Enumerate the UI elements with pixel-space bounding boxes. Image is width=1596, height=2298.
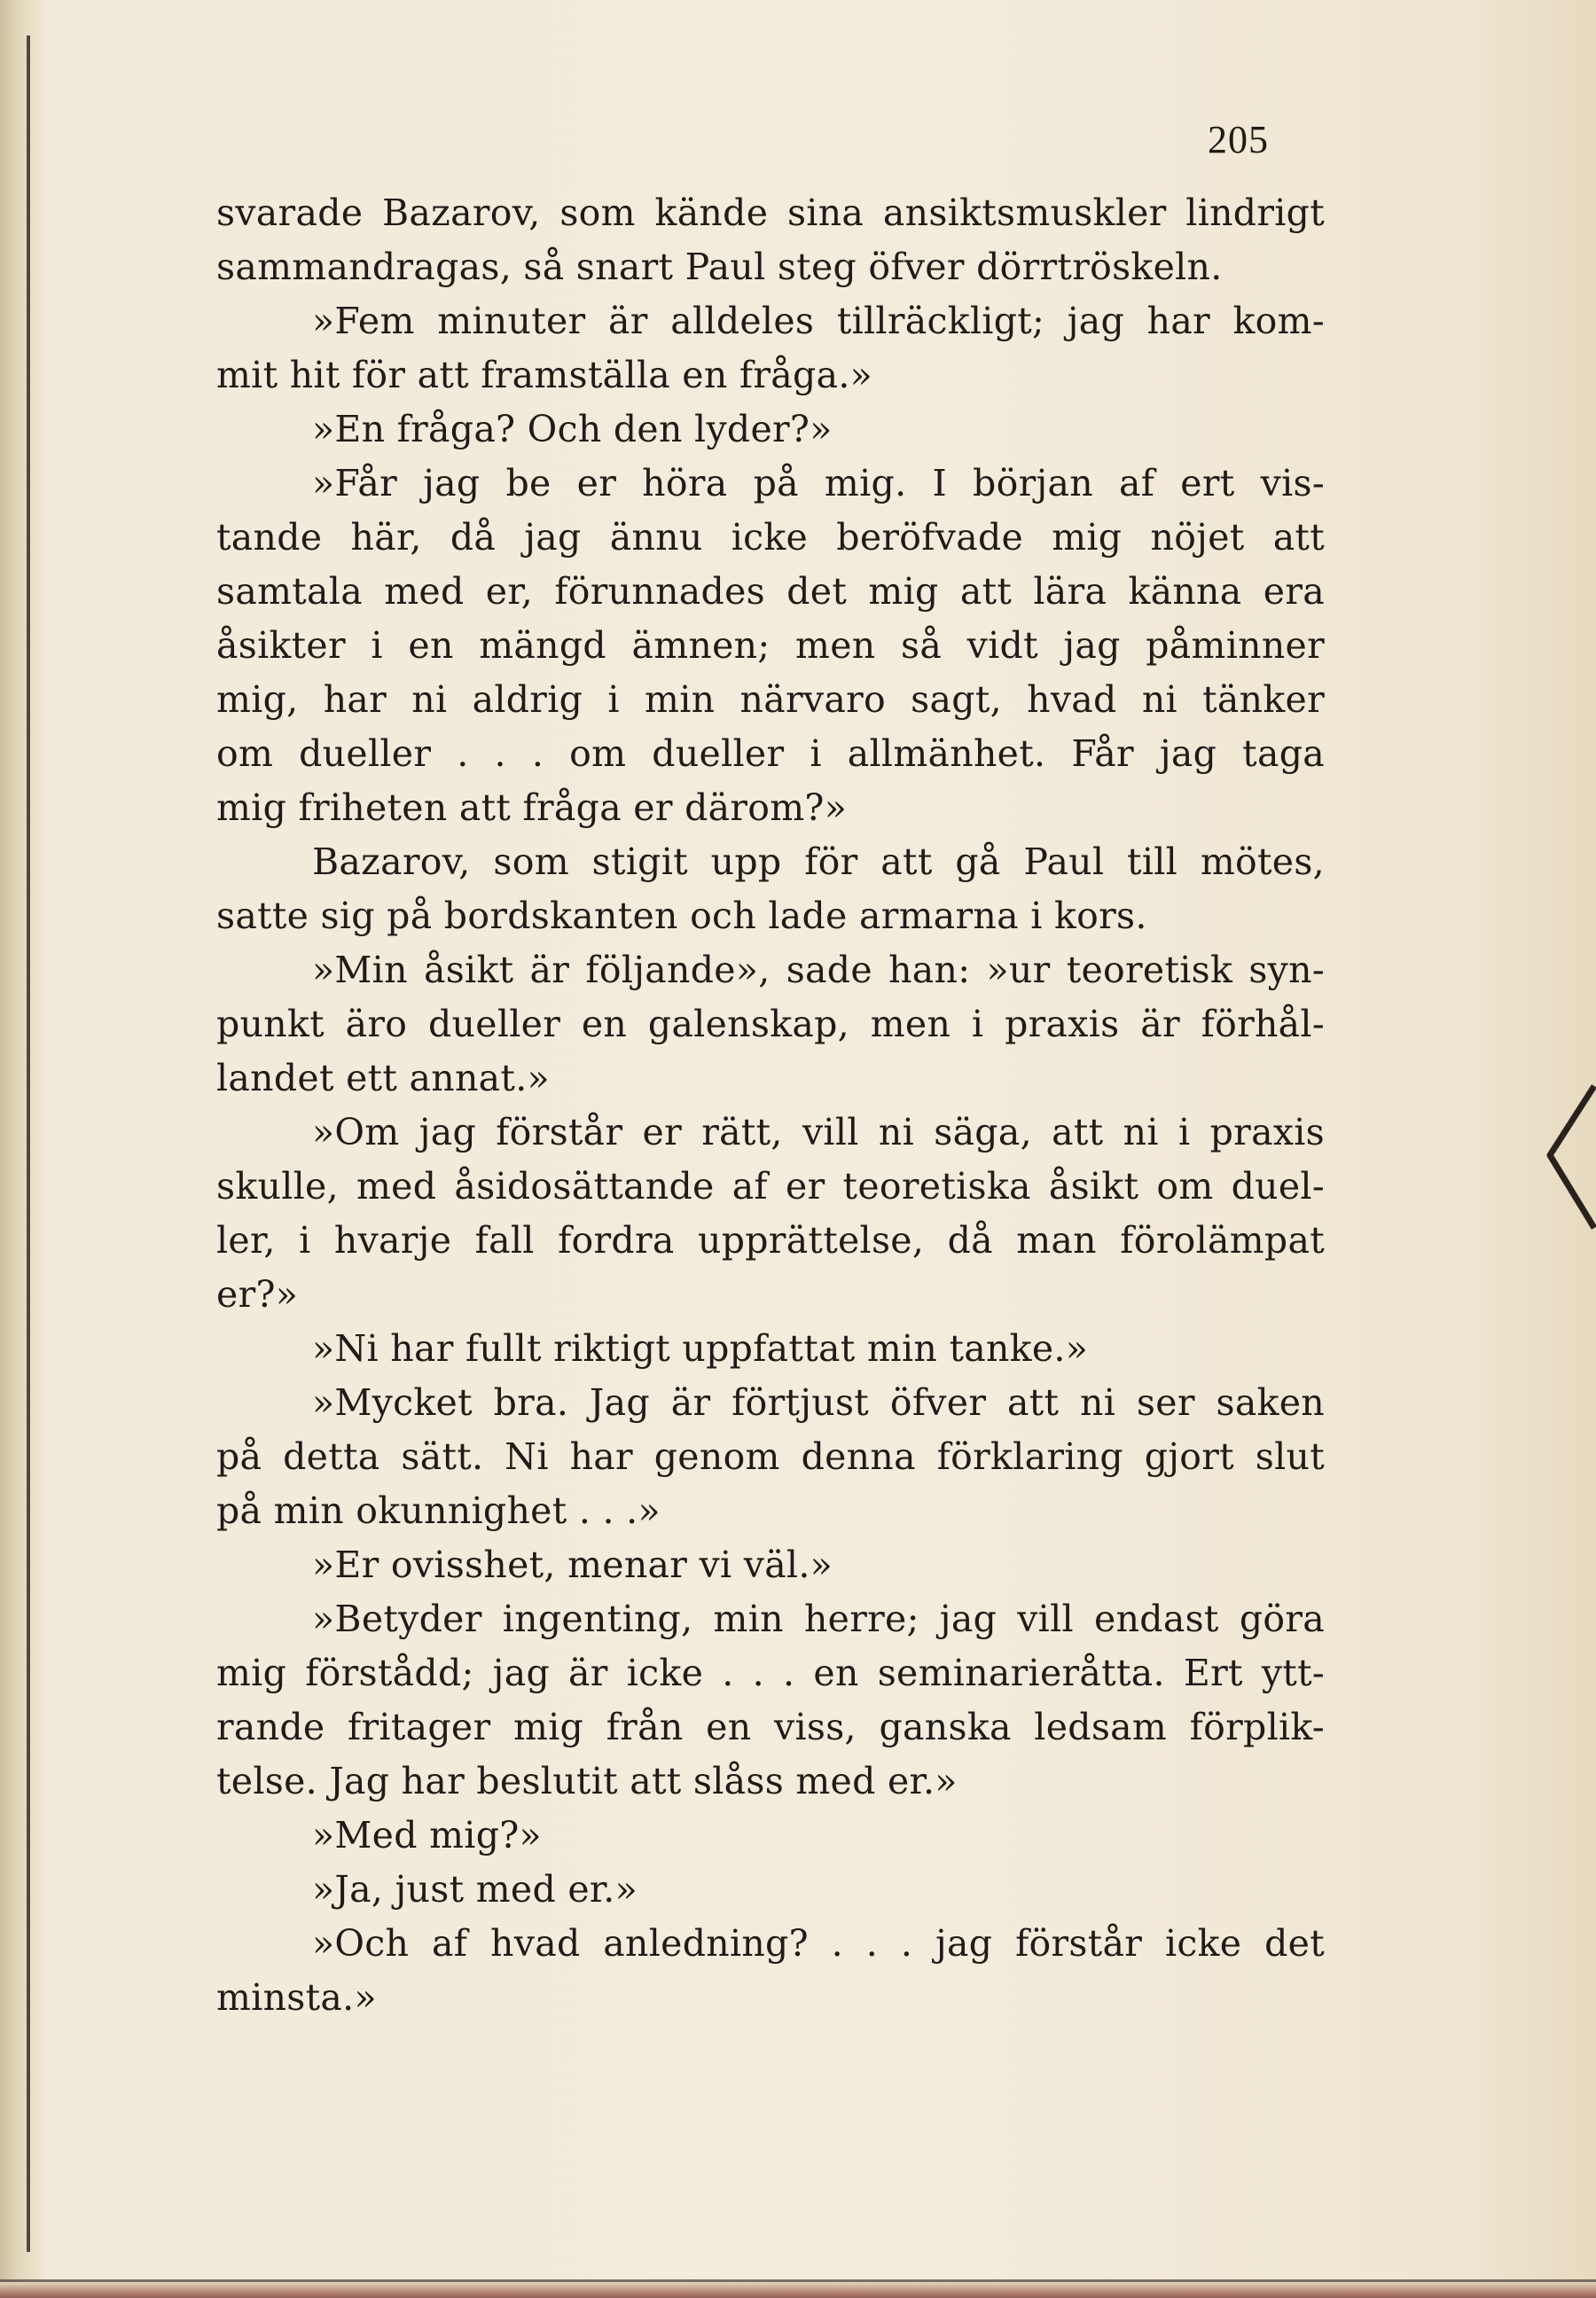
text-line: samtala med er, förunnades det mig att lära känna era <box>216 570 1325 613</box>
text-line: »Fem minuter är alldeles tillräckligt; jag har kom- <box>312 300 1325 342</box>
binding-line <box>27 35 30 2252</box>
text-line: »Er ovisshet, menar vi väl.» <box>312 1544 833 1586</box>
text-line: rande fritager mig från en viss, ganska ledsam förplik- <box>216 1706 1325 1748</box>
text-line: »Får jag be er höra på mig. I början af ert vis- <box>312 462 1325 504</box>
text-line: sammandragas, så snart Paul steg öfver dörrtröskeln. <box>216 246 1223 288</box>
text-line: åsikter i en mängd ämnen; men så vidt jag påminner <box>216 624 1325 667</box>
text-line: mig förstådd; jag är icke . . . en seminarieråtta. Ert ytt- <box>216 1652 1325 1694</box>
text-line: »Med mig?» <box>312 1814 542 1856</box>
text-line: telse. Jag har beslutit att slåss med er.» <box>216 1760 958 1802</box>
text-line: på detta sätt. Ni har genom denna förklaring gjort slut <box>216 1435 1325 1478</box>
text-line: landet ett annat.» <box>216 1057 550 1099</box>
text-line: »Betyder ingenting, min herre; jag vill endast göra <box>312 1598 1325 1640</box>
text-line: er?» <box>216 1273 299 1316</box>
text-line: »Om jag förstår er rätt, vill ni säga, att ni i praxis <box>312 1111 1325 1153</box>
text-line: om dueller . . . om dueller i allmänhet. Får jag taga <box>216 732 1325 775</box>
text-line: »Ja, just med er.» <box>312 1868 638 1911</box>
text-line: Bazarov, som stigit upp för att gå Paul till mötes, <box>312 840 1325 883</box>
text-line: mig friheten att fråga er därom?» <box>216 786 848 829</box>
text-line: »En fråga? Och den lyder?» <box>312 408 833 450</box>
body-text <box>216 186 1325 2025</box>
text-line: svarade Bazarov, som kände sina ansiktsmuskler lindrigt <box>216 192 1325 234</box>
text-line: på min okunnighet . . .» <box>216 1489 661 1532</box>
text-line: ler, i hvarje fall fordra upprättelse, då man förolämpat <box>216 1219 1325 1262</box>
text-line: mit hit för att framställa en fråga.» <box>216 354 873 396</box>
text-line: »Ni har fullt riktigt uppfattat min tanke.» <box>312 1327 1089 1370</box>
text-line: tande här, då jag ännu icke beröfvade mig nöjet att <box>216 516 1325 559</box>
text-line: mig, har ni aldrig i min närvaro sagt, hvad ni tänker <box>216 678 1325 721</box>
text-line: punkt äro dueller en galenskap, men i praxis är förhål- <box>216 1003 1325 1045</box>
text-line: »Och af hvad anledning? . . . jag förstår icke det <box>312 1922 1325 1965</box>
text-line: minsta.» <box>216 1976 377 2019</box>
binding-edge <box>0 0 41 2298</box>
text-line: satte sig på bordskanten och lade armarna i kors. <box>216 895 1147 937</box>
text-line: skulle, med åsidosättande af er teoretiska åsikt om duel- <box>216 1165 1325 1208</box>
page-number: 205 <box>1208 118 1269 161</box>
page-tab-marker <box>1543 1077 1596 1237</box>
bottom-edge <box>0 2282 1596 2298</box>
text-line: »Min åsikt är följande», sade han: »ur teoretisk syn- <box>312 949 1325 991</box>
text-line: »Mycket bra. Jag är förtjust öfver att ni ser saken <box>312 1381 1325 1424</box>
